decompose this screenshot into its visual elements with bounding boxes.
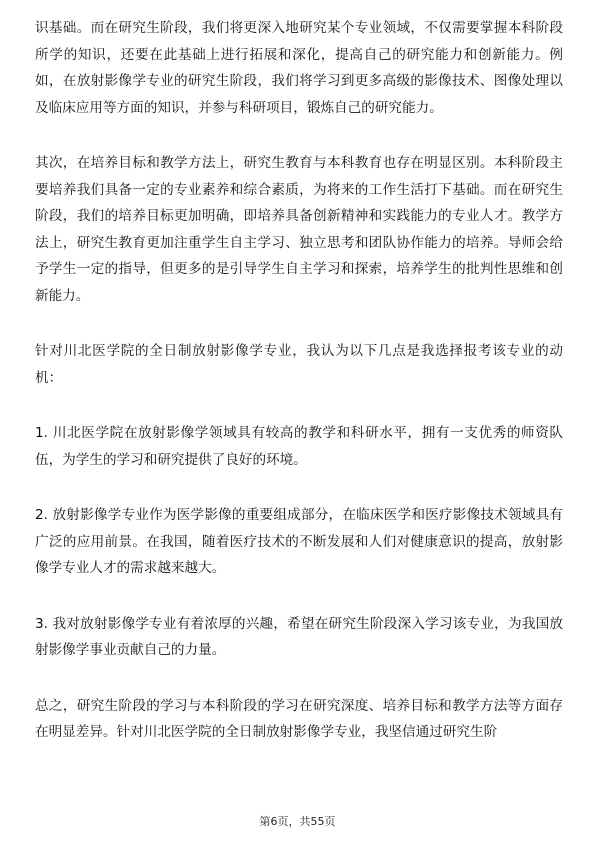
list-item-2: 2. 放射影像学专业作为医学影像的重要组成部分，在临床医学和医疗影像技术领域具有广泛的应用前景。在我国，随着医疗技术的不断发展和人们对健康意识的提高，放射影像学专业人才的需求越来越大。 <box>35 507 563 576</box>
paragraph-1: 识基础。而在研究生阶段，我们将更深入地研究某个专业领域，不仅需要掌握本科阶段所学的知识，还要在此基础上进行拓展和深化，提高自己的研究能力和创新能力。例如，在放射影像学专业的研究生阶段，我们将学习到更多高级的影像技术、图像处理以及临床应用等方面的知识，并参与科研项目，锻炼自己的研究能力。 <box>35 20 563 116</box>
paragraph-3: 针对川北医学院的全日制放射影像学专业，我认为以下几点是我选择报考该专业的动机： <box>35 343 563 386</box>
list-item-1: 1. 川北医学院在放射影像学领域具有较高的教学和科研水平，拥有一支优秀的师资队伍，为学生的学习和研究提供了良好的环境。 <box>35 425 563 468</box>
document-body <box>35 15 563 775</box>
page-number: 第6页，共55页 <box>259 815 336 828</box>
paragraph-summary: 总之，研究生阶段的学习与本科阶段的学习在研究深度、培养目标和教学方法等方面存在明显差异。针对川北医学院的全日制放射影像学专业，我坚信通过研究生阶 <box>35 697 563 740</box>
paragraph-2: 其次，在培养目标和教学方法上，研究生教育与本科教育也存在明显区别。本科阶段主要培养我们具备一定的专业素养和综合素质，为将来的工作生活打下基础。而在研究生阶段，我们的培养目标更加明确，即培养具备创新精神和实践能力的专业人才。教学方法上，研究生教育更加注重学生自主学习、独立思考和团队协作能力的培养。导师会给予学生一定的指导，但更多的是引导学生自主学习和探索，培养学生的批判性思维和创新能力。 <box>35 155 563 304</box>
list-item-3: 3. 我对放射影像学专业有着浓厚的兴趣，希望在研究生阶段深入学习该专业，为我国放射影像学事业贡献自己的力量。 <box>35 615 563 658</box>
